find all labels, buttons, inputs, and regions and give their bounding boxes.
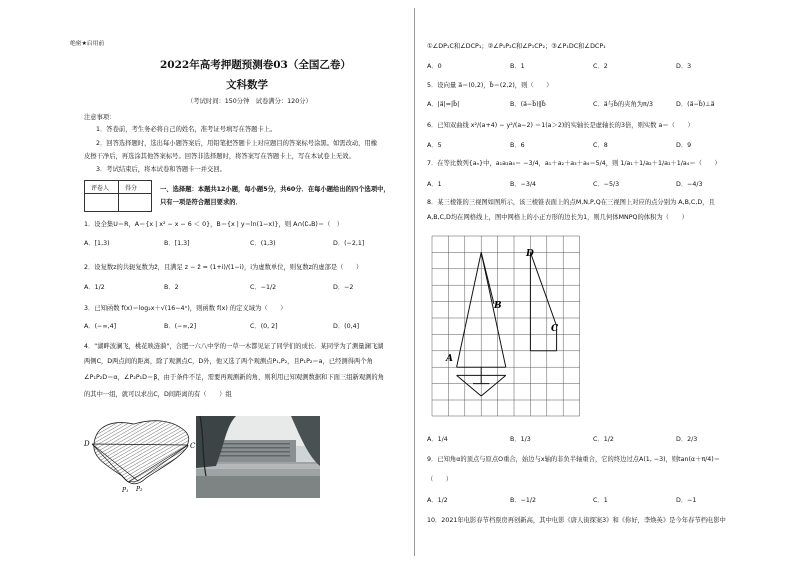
question-2-option-d: D．−2 (333, 284, 354, 291)
question-9-option-c: C．1 (593, 497, 608, 504)
question-9-stem: 9．已知角α的顶点与原点O重合，始边与x轴的非负半轴重合，它的终边过点A(1, −3)，则tan(α＋π/4)＝ (427, 456, 721, 463)
question-7-option-d: D．−4/3 (676, 181, 703, 188)
question-7-option-c: C．−5/3 (593, 181, 620, 188)
question-5-option-d: D．(a⃗−b⃗)⊥a⃗ (676, 101, 715, 108)
question-4-option-a: A．0 (427, 63, 442, 70)
section1-heading: 一、选择题：本题共12小题，每小题5分，共60分．在每小题给出的四个选项中， (160, 186, 390, 193)
question-6-option-a: A．5 (427, 142, 442, 149)
lake-shape (94, 421, 189, 484)
question-4-option-b: B．1 (510, 63, 525, 70)
three-view-grid-figure (432, 236, 582, 420)
question-1-option-c: C．(1,3) (250, 240, 276, 247)
label-p1: P₁ (122, 487, 129, 494)
question-4-line: 的其中一组，就可以求出C，D间距离的有（ ）组 (84, 391, 232, 398)
question-4-choices-line: ①∠DP₁C和∠DCP₁；②∠P₁P₂C和∠P₁CP₂；③∠P₁DC和∠DCP₁ (427, 43, 606, 50)
question-7-option-b: B．−3/4 (510, 181, 537, 188)
question-3-option-c: C．(0, 2] (250, 323, 278, 330)
question-9-option-b: B．−1/2 (510, 497, 537, 504)
campus-lake-photo (196, 416, 320, 498)
note-item: 皮擦干净后，再选涂其他答案标号。回答非选择题时，将答案写在答题卡上，写在本试卷上无效。 (84, 153, 355, 160)
page-divider (414, 8, 415, 556)
question-4-line: 4．"湖畔波澜飞，桃花映涟漪"，合肥一六八中学的一草一木都见证了同学们的成长．某同学为了测量澜飞湖 (84, 343, 384, 350)
notes-heading: 注意事项： (84, 114, 116, 121)
question-7-option-a: A．1 (427, 181, 442, 188)
question-6-option-c: C．8 (593, 142, 608, 149)
question-2-option-c: C．−1/2 (250, 284, 277, 291)
question-9-paren: （ ） (427, 476, 453, 483)
question-8-option-a: A．1/4 (427, 436, 448, 443)
question-1-option-a: A．[1,3) (84, 240, 110, 247)
question-1-option-d: D．(−2,1] (333, 240, 365, 247)
question-1-stem: 1．设全集U＝R，A＝{x | x² − x − 6 ＜ 0}，B＝{x | y＝ln(1−x)}，则 A∩(∁ᵤB)＝（ ） (84, 221, 344, 228)
question-2-stem: 2．设复数z的共轭复数为z̄，且满足 z − z̄ = (1+i)/(1−i)，i为虚数单位，则复数z的虚部是（ ） (84, 264, 363, 271)
score-table-grader-label: 评卷人 (91, 185, 110, 192)
question-7-stem: 7．在等比数列{aₙ}中，a₁a₃a₄＝ −3/4，a₁＋a₂＋a₃＋a₄＝5/4，则 1/a₁＋1/a₂＋1/a₃＋1/a₄＝（ ） (427, 160, 721, 167)
exam-subject: 文科数学 (226, 79, 268, 91)
label-d: D (526, 249, 534, 259)
question-3-option-d: D．(0,4] (333, 323, 360, 330)
label-a: A (446, 354, 453, 364)
question-5-option-a: A．|a⃗|=|b⃗| (427, 101, 460, 108)
label-c: C (551, 324, 559, 334)
label-b: B (494, 301, 502, 311)
question-8-line: A,B,C,D均在网格线上，图中网格上的小正方形的边长为1，则几何体MNPQ的体积为（ ） (427, 214, 688, 221)
label-c: C (190, 442, 196, 450)
question-8-option-d: D．2/3 (676, 436, 698, 443)
question-4-line: ∠P₁P₂D＝α，∠P₂P₁D＝β，由于条件不足，需要再观测新的角，则利用已知观测数据和下面三组新观测的角 (84, 374, 385, 381)
score-table (84, 180, 152, 212)
label-p2: P₂ (136, 486, 143, 493)
question-5-option-b: B．(a⃗−b⃗)∥b⃗ (510, 101, 546, 108)
question-4-option-d: D．3 (676, 63, 692, 70)
question-6-option-d: D．9 (676, 142, 692, 149)
question-6-option-b: B．6 (510, 142, 525, 149)
question-9-option-d: D．−1 (676, 497, 697, 504)
lake-diagram (84, 414, 204, 498)
exam-info: （考试时间：150分钟 试卷满分：120分） (187, 98, 312, 105)
question-3-option-a: A．(−∞,4] (84, 323, 117, 330)
note-item: 1．答卷前，考生务必将自己的姓名，准考证号填写在答题卡上。 (96, 126, 277, 133)
question-3-option-b: B．(−∞,2] (164, 323, 197, 330)
question-5-stem: 5．设向量 a⃗＝(0,2)，b⃗＝(2,2)，则（ ） (427, 82, 553, 89)
label-d: D (84, 440, 90, 448)
question-8-option-c: C．1/2 (593, 436, 614, 443)
score-table-score-label: 得分 (125, 185, 138, 192)
question-1-option-b: B．[1,3] (164, 240, 190, 247)
question-5-option-c: C．a⃗与b⃗的夹角为π/3 (593, 101, 653, 108)
question-8-option-b: B．1/3 (510, 436, 531, 443)
question-4-option-c: C．2 (593, 63, 608, 70)
question-10-stem: 10．2021年电影春节档票房再创新高，其中电影《唐人街探案3》和《你好，李焕英》是今年春节档电影中 (427, 517, 726, 524)
note-item: 2．回答选择题时，选出每小题答案后，用铅笔把答题卡上对应题目的答案标号涂黑。如需改动，用橡 (96, 140, 378, 147)
question-2-option-b: B．2 (164, 284, 179, 291)
question-6-stem: 6．已知双曲线 x²/(a+4) − y²/(a−2) ＝1(a＞2)的实轴长是虚轴长的3倍，则实数 a＝（ ） (427, 122, 694, 129)
question-9-option-a: A．1/2 (427, 497, 448, 504)
question-4-line: 两侧C，D两点间的距离，除了观测点C，D外，他又选了两个观测点P₁,P₂，且P₁P₂＝a，已经测得两个角 (84, 358, 373, 365)
exam-title: 2022年高考押题预测卷03（全国乙卷） (160, 59, 351, 71)
question-3-stem: 3．已知函数 f(x)＝log₂x＋√(16−4ˣ)，则函数 f(x) 的定义域为（ ） (84, 305, 287, 312)
section1-heading-cont: 只有一项是符合题目要求的． (160, 199, 242, 206)
note-item: 3．考试结束后，将本试卷和答题卡一并交回。 (96, 166, 226, 173)
secret-mark: 绝密★启用前 (70, 41, 105, 47)
question-8-line: 8．某三棱锥的三视图如图所示，该三棱锥表面上的点M,N,P,Q在三视图上对应的点分别为 A,B,C,D，且 (427, 199, 715, 206)
question-2-option-a: A．1/2 (84, 284, 105, 291)
